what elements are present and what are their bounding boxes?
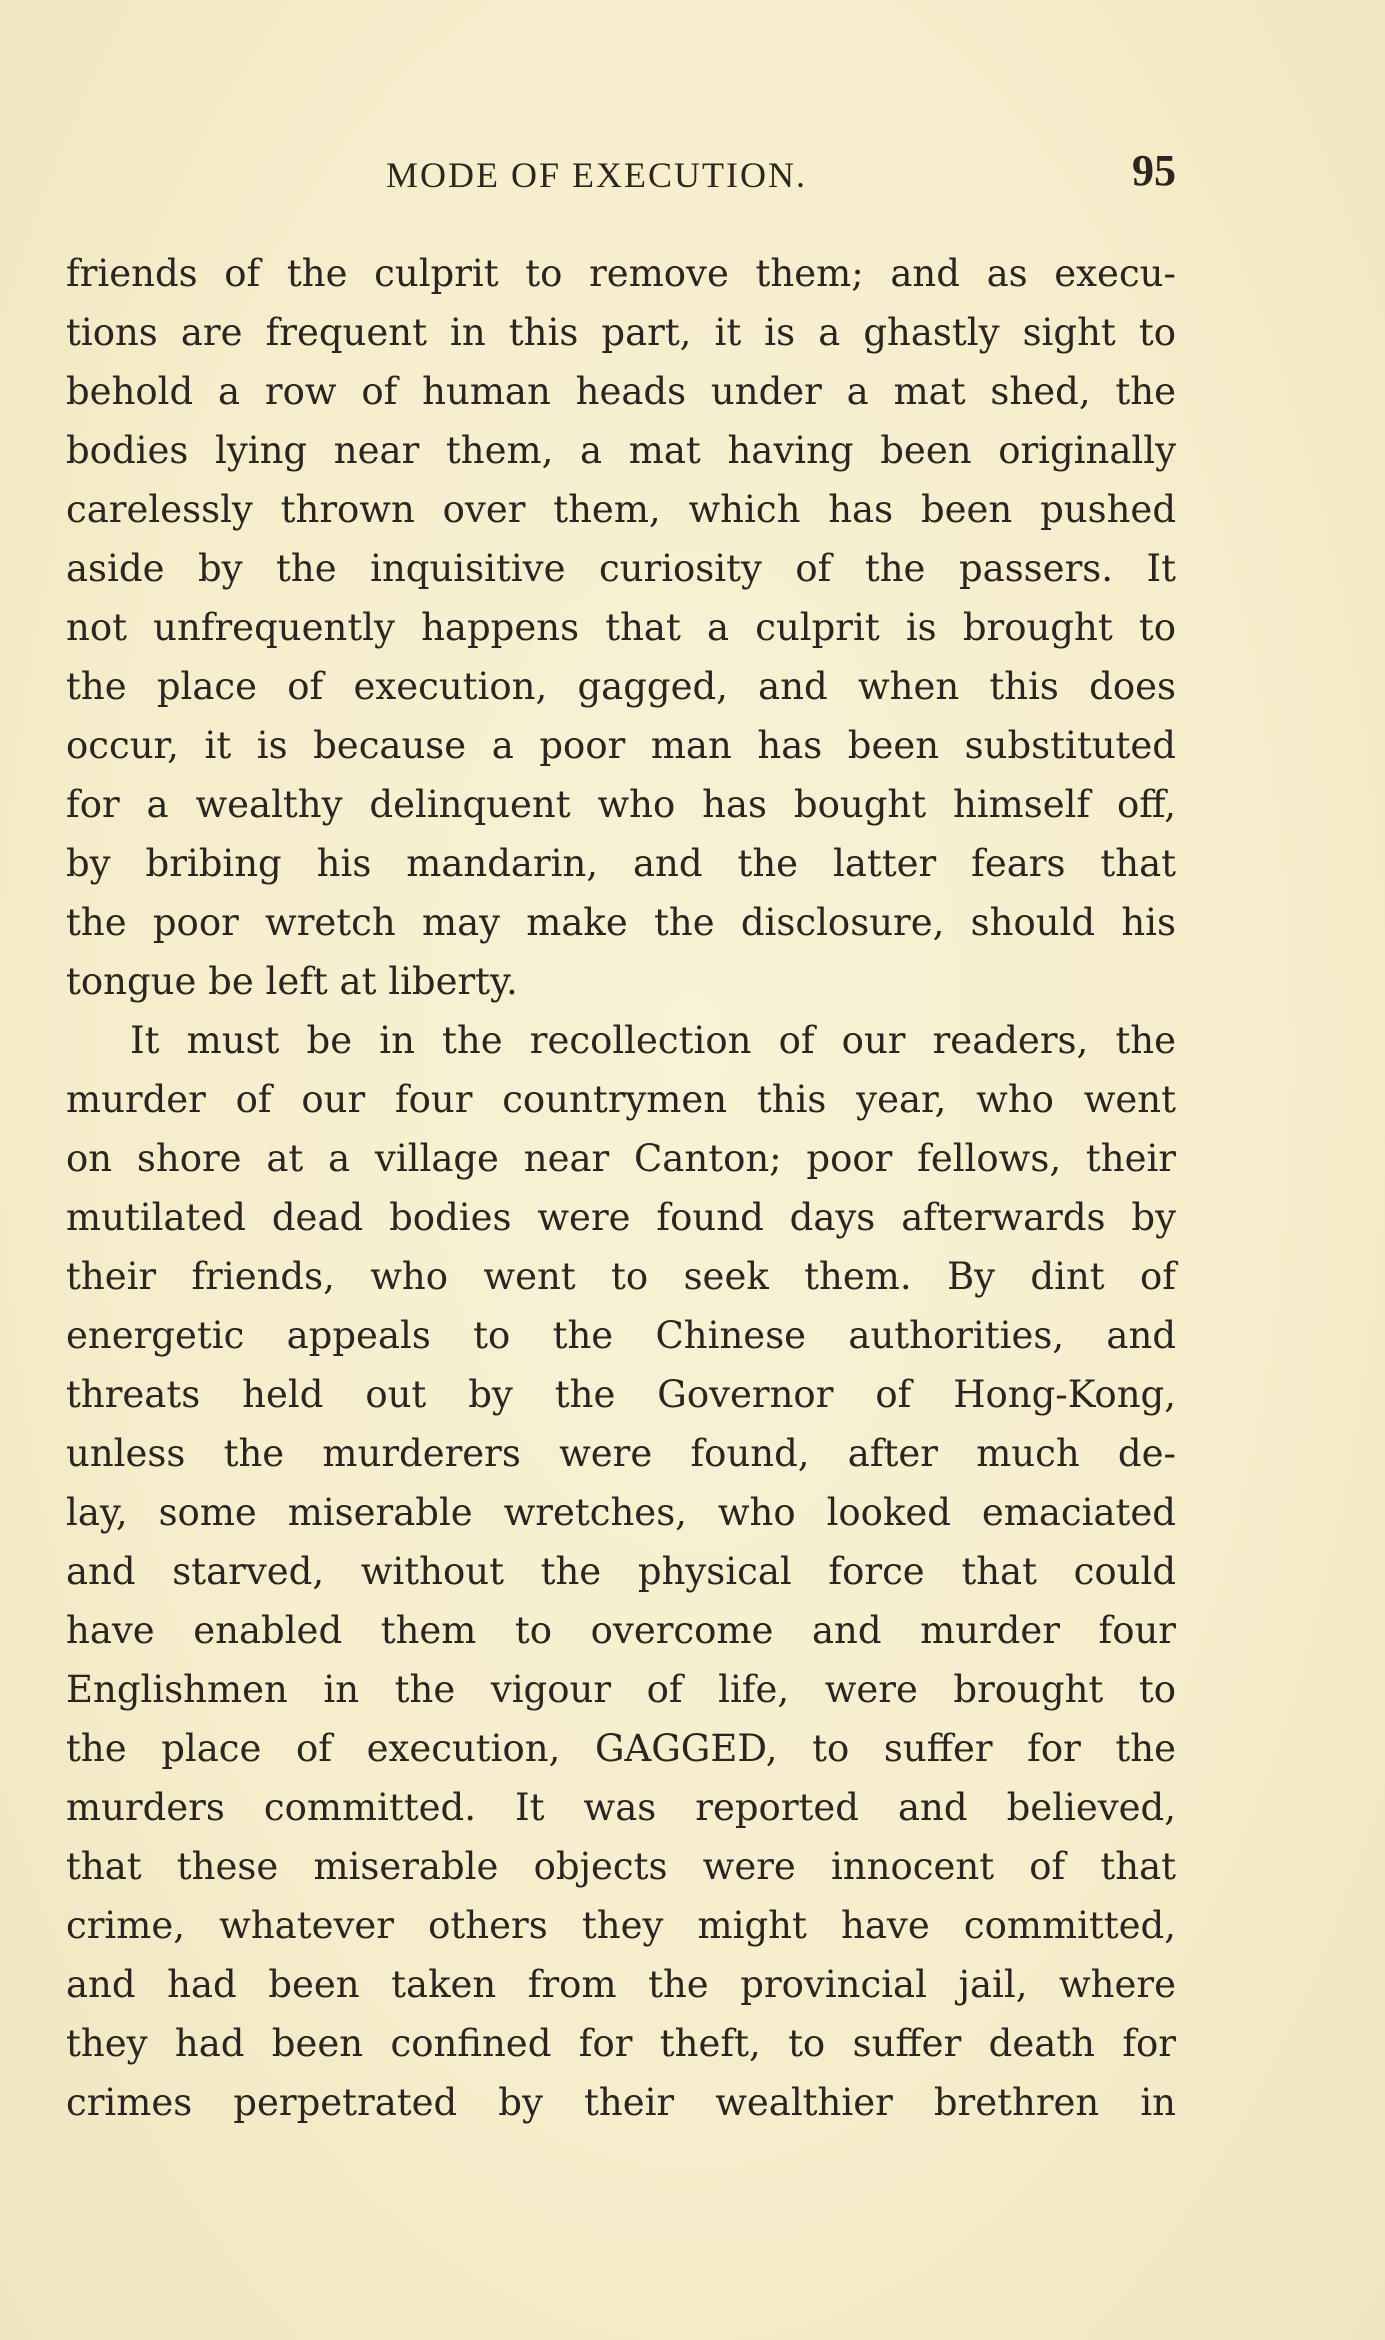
text-line: threats held out by the Governor of Hong-Kong, xyxy=(66,1373,1176,1416)
text-line: mutilated dead bodies were found days afterwards by xyxy=(66,1196,1176,1239)
text-line: by bribing his mandarin, and the latter fears that xyxy=(66,842,1176,885)
text-line: the place of execution, GAGGED, to suffer for the xyxy=(66,1727,1176,1770)
text-line: energetic appeals to the Chinese authorities, and xyxy=(66,1314,1176,1357)
text-line: murders committed. It was reported and believed, xyxy=(66,1786,1176,1829)
text-line: on shore at a village near Canton; poor fellows, their xyxy=(66,1137,1176,1180)
text-line: bodies lying near them, a mat having been originally xyxy=(66,429,1176,472)
text-line: crimes perpetrated by their wealthier brethren in xyxy=(66,2081,1176,2124)
text-line: their friends, who went to seek them. By dint of xyxy=(66,1255,1176,1298)
page-number: 95 xyxy=(1132,146,1176,195)
text-line: behold a row of human heads under a mat shed, the xyxy=(66,370,1176,413)
text-line: tions are frequent in this part, it is a ghastly sight to xyxy=(66,311,1176,354)
text-line: aside by the inquisitive curiosity of the passers. It xyxy=(66,547,1176,590)
text-line: the poor wretch may make the disclosure, should his xyxy=(66,901,1176,944)
text-line: and starved, without the physical force that could xyxy=(66,1550,1176,1593)
text-line: for a wealthy delinquent who has bought himself off, xyxy=(66,783,1176,826)
text-line: lay, some miserable wretches, who looked emaciated xyxy=(66,1491,1176,1534)
text-line: occur, it is because a poor man has been substituted xyxy=(66,724,1176,767)
text-line: unless the murderers were found, after much de- xyxy=(66,1432,1176,1475)
paragraph-2 xyxy=(66,1011,1176,2132)
body-text xyxy=(66,244,1176,2132)
text-line: murder of our four countrymen this year, who went xyxy=(66,1078,1176,1121)
running-head xyxy=(66,146,1176,200)
text-line: not unfrequently happens that a culprit is brought to xyxy=(66,606,1176,649)
text-line: carelessly thrown over them, which has been pushed xyxy=(66,488,1176,531)
text-line: friends of the culprit to remove them; and as execu- xyxy=(66,252,1176,295)
text-line: tongue be left at liberty. xyxy=(66,960,518,1003)
text-line: they had been confined for theft, to suffer death for xyxy=(66,2022,1176,2065)
running-title: MODE OF EXECUTION. xyxy=(386,155,807,195)
text-line: the place of execution, gagged, and when this does xyxy=(66,665,1176,708)
text-line: and had been taken from the provincial jail, where xyxy=(66,1963,1176,2006)
text-line: have enabled them to overcome and murder four xyxy=(66,1609,1176,1652)
text-line: that these miserable objects were innocent of that xyxy=(66,1845,1176,1888)
text-line: crime, whatever others they might have committed, xyxy=(66,1904,1176,1947)
text-line: Englishmen in the vigour of life, were brought to xyxy=(66,1668,1176,1711)
text-line: It must be in the recollection of our readers, the xyxy=(130,1019,1176,1062)
paragraph-1 xyxy=(66,244,1176,1011)
